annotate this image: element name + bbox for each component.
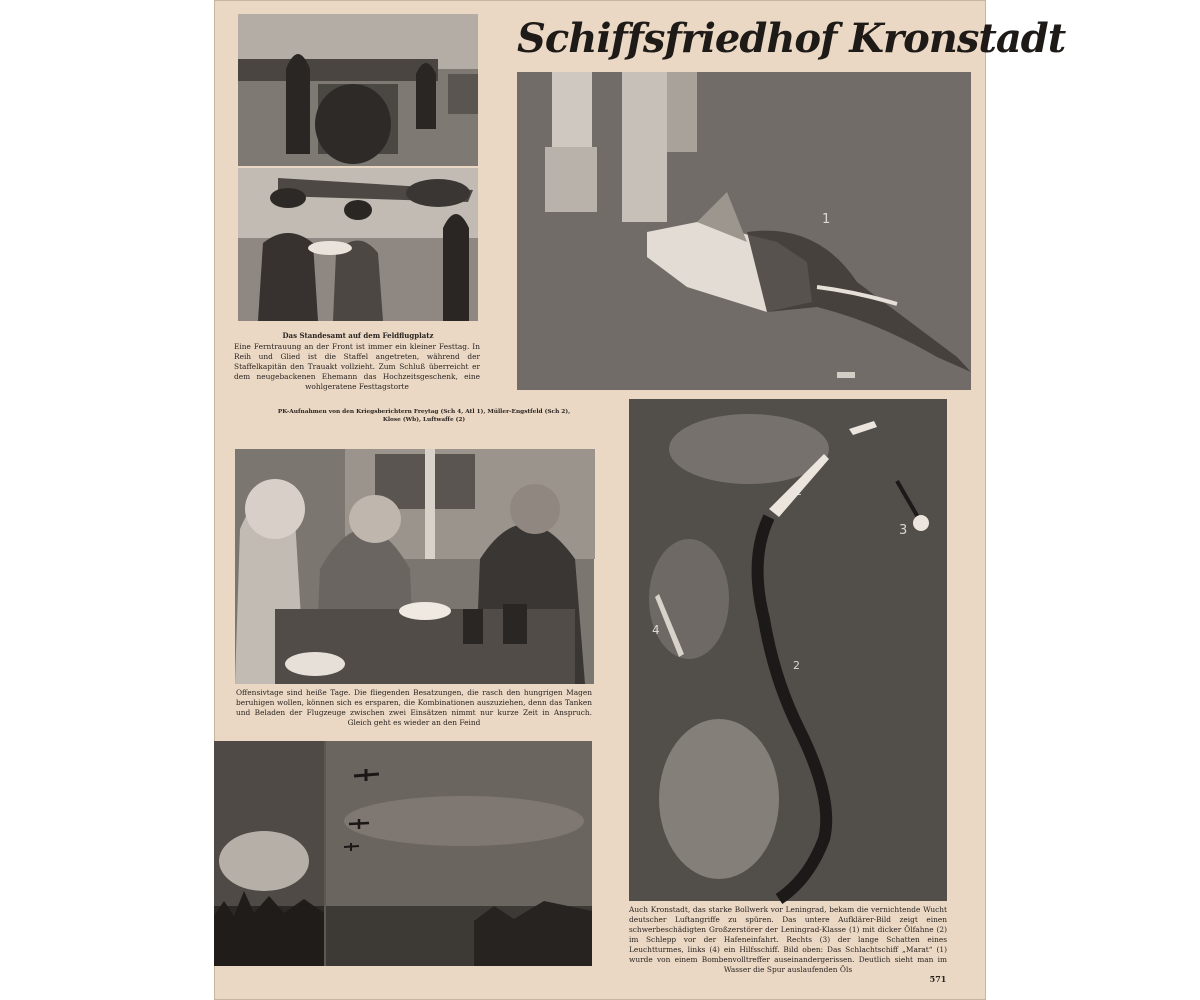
harbor-label-1: 1 [822, 212, 831, 227]
page-number: 571 [929, 974, 947, 984]
photo-formation-bombs [238, 14, 478, 166]
sea-label-2: 2 [793, 659, 800, 672]
photo-credits: PK-Aufnahmen von den Kriegsberichtern Freytag (Sch 4, Atl 1), Müller-Engstfeld (Sch 2), Klose (Wb), Luftwaffe (2) [277, 409, 571, 423]
photo-kronstadt-harbor [517, 72, 971, 390]
magazine-page [214, 0, 1066, 1000]
sea-label-3: 3 [899, 523, 908, 538]
sea-label-1: 1 [795, 485, 802, 498]
crew-caption: Offensivtage sind heiße Tage. Die fliegenden Besatzungen, die rasch den hungrigen Magen beruhigen wollen, können sich es ersparen, die Kombinationen auszuziehen, denn das Tanken und Beladen der Flugzeuge zwischen zwei Einsätzen nimmt nur kurze Zeit in Anspruch. Gleich geht es wieder an den Feind [236, 688, 592, 727]
wedding-caption-body: Eine Ferntrauung an der Front ist immer ein kleiner Festtag. In Reih und Glied ist die Staffel angetreten, während der Staffelkapitän den Trauakt vollzieht. Zum Schluß überreicht er dem neugebackenen Ehemann das Hochzeitsgeschenk, eine wohlgeratene Festtagstorte [234, 342, 480, 391]
wedding-caption-heading: Das Standesamt auf dem Feldflugplatz [282, 331, 434, 340]
kronstadt-caption: Auch Kronstadt, das starke Bollwerk vor Leningrad, bekam die vernichtende Wucht deutscher Luftangriffe zu spüren. Das untere Aufklärer-Bild zeigt einen schwerbeschädigten Großzerstörer der Leningrad-Klasse (1) mit dicker Ölfahne (2) im Schlepp vor der Hafeneinfahrt. Rechts (3) der lange Schatten eines Leuchtturmes, links (4) ein Hilfsschiff. Bild oben: Das Schlachtschiff „Marat“ (1) wurde von einem Bombenvolltreffer auseinandergerissen. Deutlich sieht man im Wasser die Spur auslaufenden Öls [629, 905, 947, 974]
photo-crew-meal [235, 449, 594, 684]
photo-planes-sky [214, 741, 592, 966]
photo-wedding-cake [238, 168, 478, 321]
photo-kronstadt-destroyer [629, 399, 947, 901]
page-title: Schiffsfriedhof Kronstadt [517, 15, 1066, 62]
sea-label-4: 4 [652, 623, 660, 637]
